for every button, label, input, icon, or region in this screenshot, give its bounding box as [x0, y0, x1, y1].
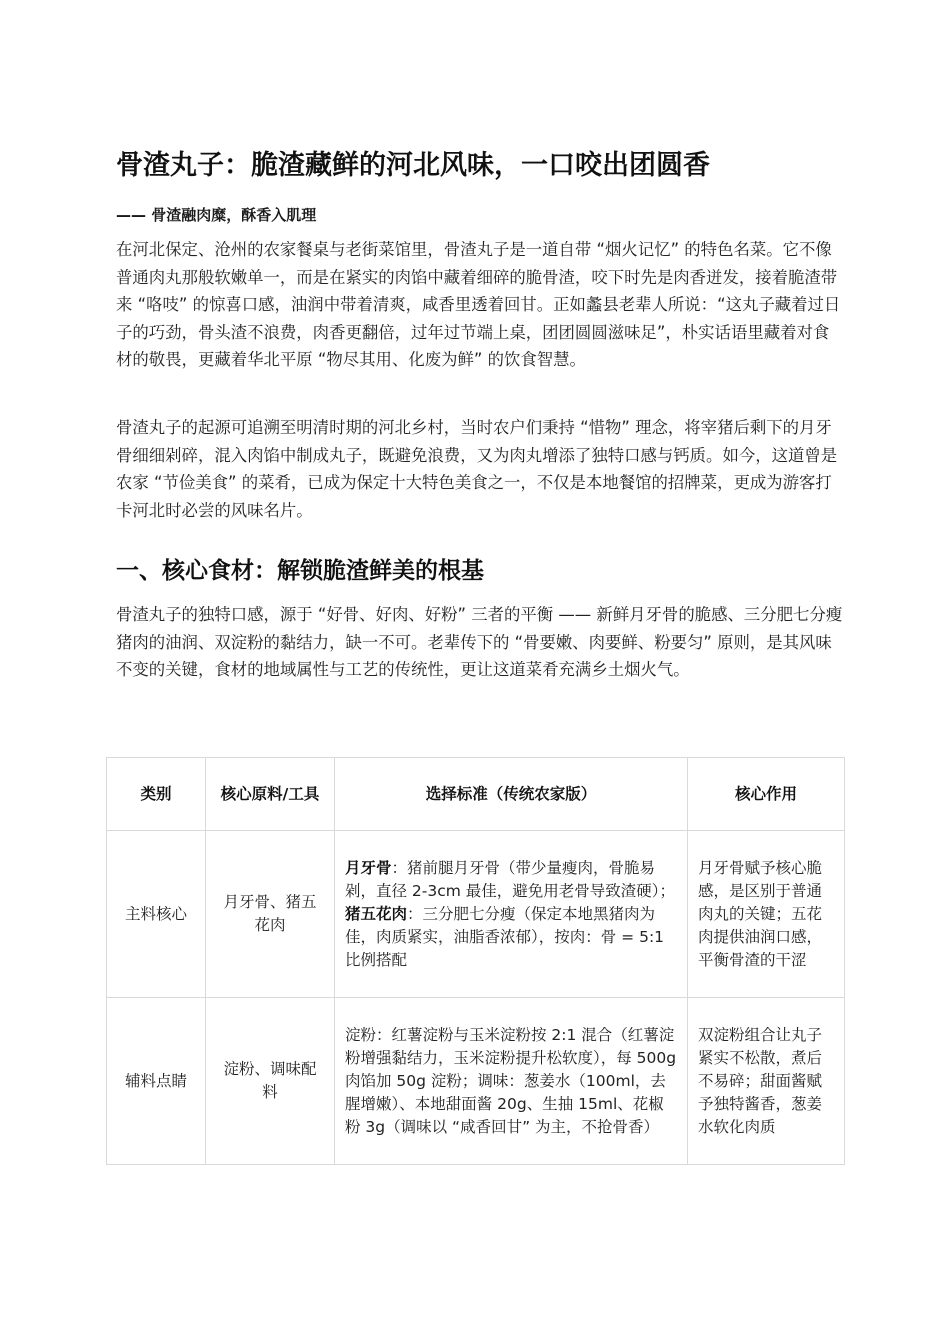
term-text: ：三分肥七分瘦（保定本地黑猪肉为佳，肉质紧实，油脂香浓郁），按肉：骨 = 5:1 比例搭配 — [345, 904, 665, 969]
page-title: 骨渣丸子：脆渣藏鲜的河北风味，一口咬出团圆香 — [116, 150, 710, 181]
section-heading: 一、核心食材：解锁脆渣鲜美的根基 — [116, 558, 484, 584]
cell-standard — [335, 831, 688, 998]
term-bold: 猪五花肉 — [345, 904, 408, 923]
ingredients-table — [106, 757, 845, 1165]
cell-category: 辅料点睛 — [107, 998, 206, 1165]
term-text: ：猪前腿月牙骨（带少量瘦肉，骨脆易剁，直径 2-3cm 最佳，避免用老骨导致渣硬）； — [345, 858, 676, 900]
table-row — [107, 831, 845, 998]
cell-standard: 淀粉：红薯淀粉与玉米淀粉按 2:1 混合（红薯淀粉增强黏结力，玉米淀粉提升松软度），每 500g 肉馅加 50g 淀粉；调味：葱姜水（100ml，去腥增嫩）、本地甜面酱 20g、生抽 15ml、花椒粉 3g（调味以 “咸香回甘” 为主，不抢骨香） — [335, 998, 688, 1165]
page-subtitle: —— 骨渣融肉糜，酥香入肌理 — [116, 206, 317, 224]
table-header-row — [107, 758, 845, 831]
table-row — [107, 998, 845, 1165]
header-materials: 核心原料/工具 — [206, 758, 335, 831]
header-category: 类别 — [107, 758, 206, 831]
cell-materials: 月牙骨、猪五花肉 — [206, 831, 335, 998]
intro-paragraph-2: 骨渣丸子的起源可追溯至明清时期的河北乡村，当时农户们秉持 “惜物” 理念，将宰猪后剩下的月牙骨细细剁碎，混入肉馅中制成丸子，既避免浪费，又为肉丸增添了独特口感与钙质。如今，这道曾是农家 “节俭美食” 的菜肴，已成为保定十大特色美食之一，不仅是本地餐馆的招牌菜，更成为游客打卡河北时必尝的风味名片。 — [116, 418, 838, 520]
term-bold: 月牙骨 — [345, 858, 392, 877]
cell-role: 双淀粉组合让丸子紧实不松散，煮后不易碎；甜面酱赋予独特酱香，葱姜水软化肉质 — [688, 998, 845, 1165]
cell-role: 月牙骨赋予核心脆感，是区别于普通肉丸的关键；五花肉提供油润口感，平衡骨渣的干涩 — [688, 831, 845, 998]
section-paragraph: 骨渣丸子的独特口感，源于 “好骨、好肉、好粉” 三者的平衡 —— 新鲜月牙骨的脆感、三分肥七分瘦猪肉的油润、双淀粉的黏结力，缺一不可。老辈传下的 “骨要嫩、肉要鲜、粉要匀” 原则，是其风味不变的关键，食材的地域属性与工艺的传统性，更让这道菜肴充满乡土烟火气。 — [116, 605, 843, 679]
header-standard: 选择标准（传统农家版） — [335, 758, 688, 831]
header-role: 核心作用 — [688, 758, 845, 831]
cell-materials: 淀粉、调味配料 — [206, 998, 335, 1165]
intro-paragraph-1: 在河北保定、沧州的农家餐桌与老街菜馆里，骨渣丸子是一道自带 “烟火记忆” 的特色名菜。它不像普通肉丸那般软嫩单一，而是在紧实的肉馅中藏着细碎的脆骨渣，咬下时先是肉香迸发，接着脆渣带来 “咯吱” 的惊喜口感，油润中带着清爽，咸香里透着回甘。正如蠡县老辈人所说：“这丸子藏着过日子的巧劲，骨头渣不浪费，肉香更翻倍，过年过节端上桌，团团圆圆滋味足”，朴实话语里藏着对食材的敬畏，更藏着华北平原 “物尽其用、化废为鲜” 的饮食智慧。 — [116, 240, 841, 369]
cell-category: 主料核心 — [107, 831, 206, 998]
